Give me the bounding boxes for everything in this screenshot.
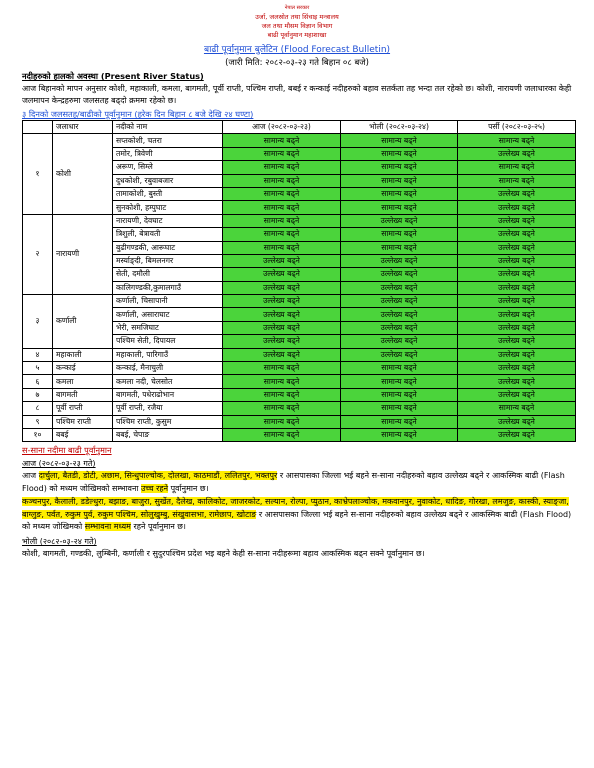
forecast-today: उल्लेख्य बढ्ने (223, 335, 341, 348)
basin-name: कमला (53, 375, 113, 388)
ministry-line: उर्जा, जलस्रोत तथा सिंचाइ मन्त्रालय (255, 13, 339, 21)
forecast-tomorrow: सामान्य बढ्ने (341, 134, 458, 147)
forecast-tomorrow: सामान्य बढ्ने (341, 388, 458, 401)
forecast-tomorrow: उल्लेख्य बढ्ने (341, 308, 458, 321)
col-header-river: नदीको नाम (113, 121, 223, 134)
forecast-tomorrow: सामान्य बढ्ने (341, 174, 458, 187)
forecast-today: उल्लेख्य बढ्ने (223, 281, 341, 294)
medium-tail: रहने पूर्वानुमान छ। (130, 522, 186, 532)
forecast-dayafter: उल्लेख्य बढ्ने (458, 388, 576, 401)
today-lead: आज (22, 471, 39, 481)
forecast-tomorrow: सामान्य बढ्ने (341, 402, 458, 415)
river-station: सप्तकोशी, चतरा (113, 134, 223, 147)
forecast-dayafter: उल्लेख्य बढ्ने (458, 428, 576, 441)
small-rivers-title: स-साना नदीमा बाढी पूर्वानुमान (22, 445, 112, 456)
basin-name: पश्चिम राप्ती (53, 415, 113, 428)
river-station: पूर्वी राप्ती, रजैया (113, 402, 223, 415)
forecast-dayafter: उल्लेख्य बढ्ने (458, 201, 576, 214)
present-status-title: नदीहरुको हालको अवस्था (Present River Status) (22, 71, 204, 81)
medium-risk-text (22, 496, 574, 534)
forecast-dayafter: उल्लेख्य बढ्ने (458, 321, 576, 334)
forecast-tomorrow: उल्लेख्य बढ्ने (341, 281, 458, 294)
forecast-today: सामान्य बढ्ने (223, 241, 341, 254)
river-station: तमोर, त्रिवेणी (113, 147, 223, 160)
forecast-today: सामान्य बढ्ने (223, 147, 341, 160)
forecast-today: सामान्य बढ्ने (223, 214, 341, 227)
river-station: बबई, चेपाङ (113, 428, 223, 441)
table-row (23, 362, 576, 375)
forecast-tomorrow: उल्लेख्य बढ्ने (341, 254, 458, 267)
table-row (23, 388, 576, 401)
river-station: मर्स्याङ्दी, बिमलनगर (113, 254, 223, 267)
basin-number: ४ (23, 348, 53, 361)
present-status-text: आज बिहानको मापन अनुसार कोशी, महाकाली, कमला, बागमती, पूर्वी राप्ती, पश्चिम राप्ती, बबई र कन्काई नदीहरुको बहाव सतर्कता तह भन्दा तल रहेको छ। कोशी, नारायणी जलाधारका केही जलमापन केन्द्रहरुमा जलसतह बढ्दो क्रममा रहेको छ। (22, 84, 572, 105)
basin-number: १० (23, 428, 53, 441)
today-risk-level: उच्च रहने (141, 483, 169, 493)
river-station: कन्काई, मैनाचुली (113, 362, 223, 375)
col-header-tomorrow: भोली (२०८२-०३-२४) (341, 121, 458, 134)
table-row (23, 134, 576, 147)
forecast-dayafter: उल्लेख्य बढ्ने (458, 415, 576, 428)
tomorrow-label: भोली (२०८२-०३-२४ गते) (22, 536, 97, 546)
forecast-dayafter: उल्लेख्य बढ्ने (458, 254, 576, 267)
forecast-tomorrow: सामान्य बढ्ने (341, 228, 458, 241)
col-header-today: आज (२०८२-०३-२३) (223, 121, 341, 134)
forecast-table-body (23, 134, 576, 442)
division-line: बाढी पूर्वानुमान महाशाखा (267, 31, 327, 39)
table-row (23, 348, 576, 361)
river-station: सुनकोशी, हम्पुघाट (113, 201, 223, 214)
table-row (23, 428, 576, 441)
medium-districts: कञ्चनपुर, कैलाली, डडेल्धुरा, बझाङ, बाजुरा, सुर्खेत, दैलेख, कालिकोट, जाजरकोट, सल्यान, रोल्पा, प्युठान, काभ्रेपलाञ्चोक, मकवानपुर, नुवाकोट, धादिङ, गोरखा, लमजुङ, कास्की, स्याङ्जा, बाग्लुङ, पर्वत, रुकुम पुर्व, रुकुम पश्चिम, सोलुखुम्बु, संखुवासभा, रामेछाप, खोटाङ (22, 497, 569, 519)
forecast-today: उल्लेख्य बढ्ने (223, 308, 341, 321)
basin-number: १ (23, 134, 53, 214)
forecast-tomorrow: सामान्य बढ्ने (341, 161, 458, 174)
forecast-dayafter: उल्लेख्य बढ्ने (458, 308, 576, 321)
river-station: कमला नदी, चेलसोत (113, 375, 223, 388)
basin-number: ३ (23, 295, 53, 349)
forecast-dayafter: सामान्य बढ्ने (458, 402, 576, 415)
department-line: जल तथा मौसम विज्ञान विभाग (261, 22, 333, 30)
table-row (23, 214, 576, 227)
forecast-tomorrow: सामान्य बढ्ने (341, 147, 458, 160)
forecast-today: सामान्य बढ्ने (223, 187, 341, 200)
bulletin-title: बाढी पूर्वानुमान बुलेटिन (Flood Forecast Bulletin) (203, 45, 391, 55)
today-forecast-text (22, 470, 574, 495)
basin-name: कर्णाली (53, 295, 113, 349)
forecast-today: उल्लेख्य बढ्ने (223, 268, 341, 281)
forecast-dayafter: उल्लेख्य बढ्ने (458, 214, 576, 227)
issue-date: (जारी मिति: २०८२-०३-२३ गते बिहान ०८ बजे) (225, 58, 369, 68)
forecast-today: सामान्य बढ्ने (223, 388, 341, 401)
col-header-basin: जलाधार (53, 121, 113, 134)
forecast-dayafter: उल्लेख्य बढ्ने (458, 375, 576, 388)
forecast-tomorrow: सामान्य बढ्ने (341, 241, 458, 254)
forecast-dayafter: उल्लेख्य बढ्ने (458, 228, 576, 241)
today-mid-text: र आसपासका जिल्ला भई बहने स-साना नदीहरुको बहाव उल्लेख्य बढ्ने र आकस्मिक बाढी (Flash Flood) को मध्यम जोखिमको सम्भावना (22, 471, 565, 493)
table-row (23, 295, 576, 308)
table-header-row (23, 121, 576, 134)
forecast-tomorrow: सामान्य बढ्ने (341, 187, 458, 200)
basin-name: महाकाली (53, 348, 113, 361)
forecast-today: सामान्य बढ्ने (223, 428, 341, 441)
forecast-tomorrow: उल्लेख्य बढ्ने (341, 348, 458, 361)
basin-number: ५ (23, 362, 53, 375)
forecast-tomorrow: उल्लेख्य बढ्ने (341, 214, 458, 227)
forecast-today: सामान्य बढ्ने (223, 375, 341, 388)
river-station: पश्चिम सेती, दिपायल (113, 335, 223, 348)
forecast-today: सामान्य बढ्ने (223, 402, 341, 415)
forecast-today: सामान्य बढ्ने (223, 201, 341, 214)
river-station: कर्णाली, असाराघाट (113, 308, 223, 321)
river-station: अरूण, सिम्ले (113, 161, 223, 174)
forecast-dayafter: उल्लेख्य बढ्ने (458, 362, 576, 375)
table-row (23, 402, 576, 415)
forecast-tomorrow: सामान्य बढ्ने (341, 415, 458, 428)
basin-name: पूर्वी राप्ती (53, 402, 113, 415)
forecast-today: उल्लेख्य बढ्ने (223, 254, 341, 267)
forecast-today: सामान्य बढ्ने (223, 362, 341, 375)
today-label: आज (२०८२-०३-२३ गते) (22, 459, 96, 469)
river-station: बागमती, पधेराढोभान (113, 388, 223, 401)
basin-number: ९ (23, 415, 53, 428)
forecast-dayafter: सामान्य बढ्ने (458, 174, 576, 187)
basin-number: ८ (23, 402, 53, 415)
forecast-today: सामान्य बढ्ने (223, 415, 341, 428)
table-row (23, 415, 576, 428)
forecast-dayafter: उल्लेख्य बढ्ने (458, 187, 576, 200)
basin-number: २ (23, 214, 53, 294)
forecast-tomorrow: उल्लेख्य बढ्ने (341, 321, 458, 334)
gov-line: नेपाल सरकार (284, 5, 310, 11)
forecast-dayafter: उल्लेख्य बढ्ने (458, 281, 576, 294)
basin-name: बबई (53, 428, 113, 441)
basin-name: बागमती (53, 388, 113, 401)
forecast-dayafter: उल्लेख्य बढ्ने (458, 147, 576, 160)
forecast-tomorrow: सामान्य बढ्ने (341, 201, 458, 214)
forecast-table (22, 120, 576, 442)
basin-name: कन्काई (53, 362, 113, 375)
medium-risk-level: सम्भावना मध्यम (84, 522, 131, 532)
forecast-dayafter: उल्लेख्य बढ्ने (458, 268, 576, 281)
forecast-today: सामान्य बढ्ने (223, 228, 341, 241)
tomorrow-forecast-text: कोशी, बागमती, गण्डकी, लुम्बिनी, कर्णाली र सुदुरपश्चिम प्रदेश भइ बहने केही स-साना नदीहरूमा बहाव आकस्मिक बढ्न सक्ने पूर्वानुमान छ। (22, 548, 425, 558)
basin-name: नारायणी (53, 214, 113, 294)
river-station: नारायणी, देवघाट (113, 214, 223, 227)
today-tail: पूर्वानुमान छ। (168, 483, 209, 493)
medium-mid-text: र आसपासका जिल्ला भई बहने स-साना नदीहरुको बहाव उल्लेख्य बढ्ने र आकस्मिक बाढी (Flash Flood) को मध्यम जोखिमको (22, 509, 572, 532)
col-header-dayafter: पर्सी (२०८२-०३-२५) (458, 121, 576, 134)
forecast-tomorrow: उल्लेख्य बढ्ने (341, 335, 458, 348)
forecast-dayafter: उल्लेख्य बढ्ने (458, 295, 576, 308)
forecast-title: ३ दिनको जलसतह/बाढीको पूर्वानुमान (हरेक दिन बिहान ८ बजे देखि २४ घण्टा) (22, 109, 254, 119)
forecast-today: उल्लेख्य बढ्ने (223, 321, 341, 334)
forecast-tomorrow: सामान्य बढ्ने (341, 428, 458, 441)
river-station: पश्चिम राप्ती, कुसुम (113, 415, 223, 428)
river-station: दुधकोशी, रबुवाबजार (113, 174, 223, 187)
river-station: बुढीगण्डकी, आरूघाट (113, 241, 223, 254)
river-station: तामाकोशी, बुस्ती (113, 187, 223, 200)
basin-name: कोशी (53, 134, 113, 214)
forecast-tomorrow: सामान्य बढ्ने (341, 375, 458, 388)
forecast-dayafter: सामान्य बढ्ने (458, 134, 576, 147)
basin-number: ७ (23, 388, 53, 401)
river-station: कर्णाली, चिसापानी (113, 295, 223, 308)
forecast-tomorrow: उल्लेख्य बढ्ने (341, 295, 458, 308)
forecast-tomorrow: सामान्य बढ्ने (341, 362, 458, 375)
forecast-today: उल्लेख्य बढ्ने (223, 348, 341, 361)
forecast-dayafter: उल्लेख्य बढ्ने (458, 335, 576, 348)
forecast-dayafter: उल्लेख्य बढ्ने (458, 241, 576, 254)
river-station: महाकाली, पारिगाउँ (113, 348, 223, 361)
forecast-today: उल्लेख्य बढ्ने (223, 295, 341, 308)
today-high-districts: दार्चुला, बैतडी, डोटी, अछाम, सिन्धुपाल्चोक, दोलखा, काठमाडौं, ललितपुर, भक्तपुर (38, 471, 278, 481)
river-station: सेती, दमौली (113, 268, 223, 281)
forecast-today: सामान्य बढ्ने (223, 134, 341, 147)
forecast-dayafter: उल्लेख्य बढ्ने (458, 348, 576, 361)
col-header-num (23, 121, 53, 134)
river-station: कालिगण्डकी,कुमालगाउँ (113, 281, 223, 294)
forecast-today: सामान्य बढ्ने (223, 161, 341, 174)
forecast-today: सामान्य बढ्ने (223, 174, 341, 187)
ministry-header (0, 4, 594, 40)
forecast-dayafter: सामान्य बढ्ने (458, 161, 576, 174)
basin-number: ६ (23, 375, 53, 388)
river-station: त्रिशुली, बेत्रावती (113, 228, 223, 241)
forecast-tomorrow: उल्लेख्य बढ्ने (341, 268, 458, 281)
river-station: भेरी, समजिघाट (113, 321, 223, 334)
table-row (23, 375, 576, 388)
